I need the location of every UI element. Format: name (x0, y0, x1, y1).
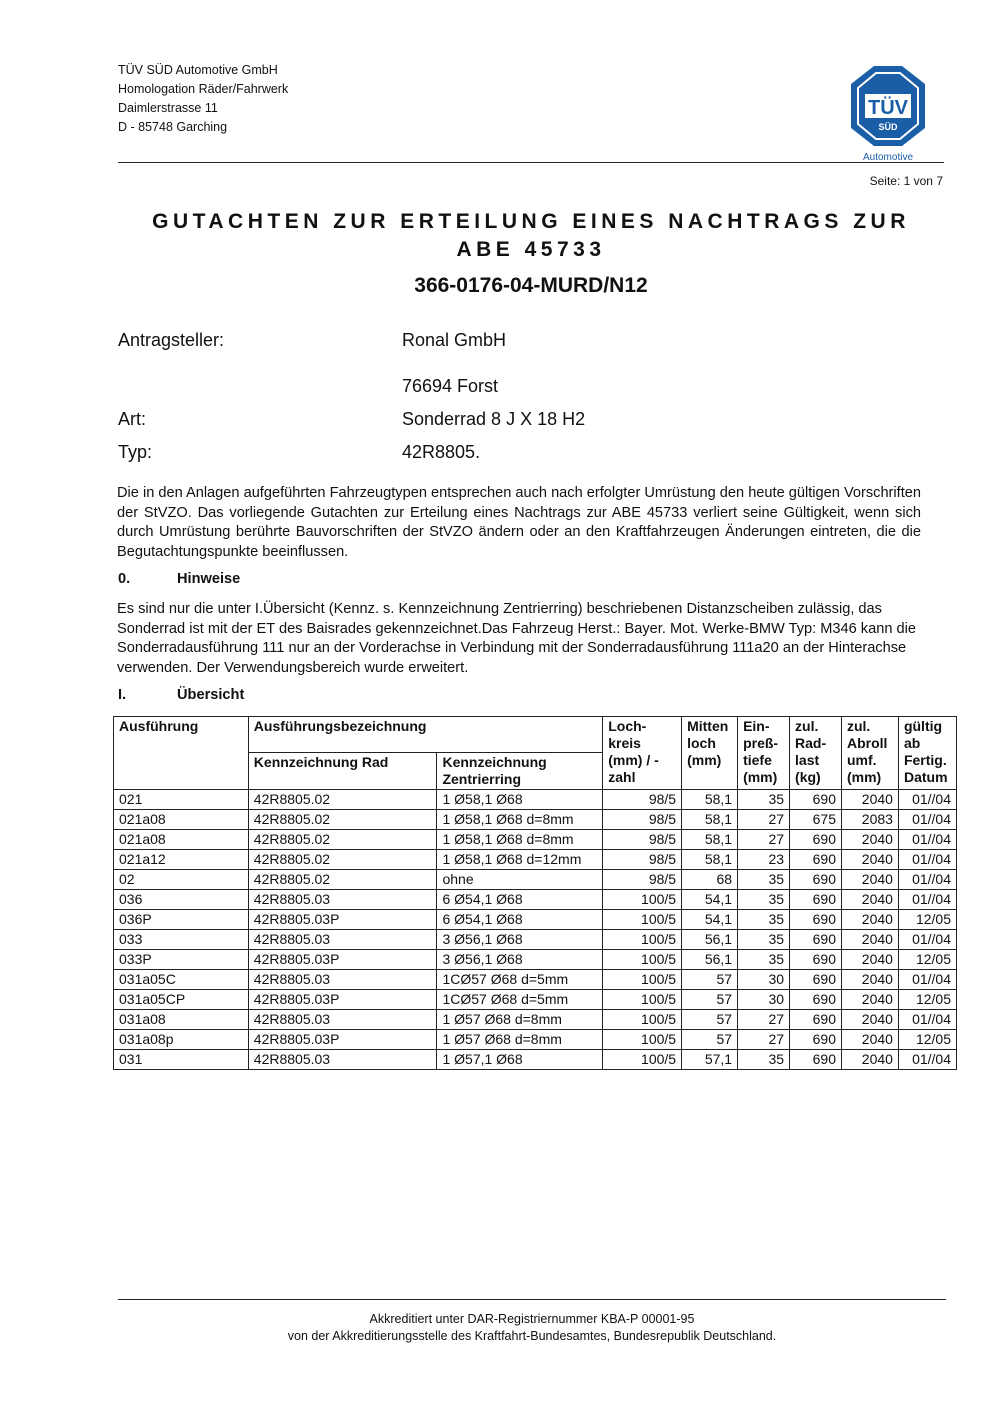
header-gueltig: gültig ab Fertig. Datum (898, 717, 956, 790)
cell-lochkreis: 98/5 (603, 870, 682, 890)
header-radlast: zul. Rad-last (kg) (790, 717, 842, 790)
cell-ausfuehrung: 021a08 (114, 830, 249, 850)
cell-lochkreis: 100/5 (603, 890, 682, 910)
cell-gueltig: 01//04 (898, 1010, 956, 1030)
table-row (114, 870, 957, 890)
cell-gueltig: 01//04 (898, 790, 956, 810)
cell-mittenloch: 56,1 (682, 950, 738, 970)
issuer-address (118, 61, 288, 137)
table-row (114, 810, 957, 830)
cell-abrollumfang: 2040 (841, 930, 898, 950)
cell-kennz-zentrierring: 1 Ø58,1 Ø68 d=8mm (437, 830, 603, 850)
footer (118, 1311, 946, 1345)
cell-einpresstiefe: 27 (738, 1030, 790, 1050)
cell-einpresstiefe: 35 (738, 870, 790, 890)
title-line-2: ABE 45733 (456, 238, 606, 261)
cell-gueltig: 01//04 (898, 890, 956, 910)
cell-kennz-zentrierring: 1 Ø57 Ø68 d=8mm (437, 1030, 603, 1050)
table-row (114, 850, 957, 870)
cell-gueltig: 01//04 (898, 1050, 956, 1070)
header-abrollumfang: zul. Abroll umf. (mm) (841, 717, 898, 790)
cell-kennz-zentrierring: 1 Ø57 Ø68 d=8mm (437, 1010, 603, 1030)
cell-abrollumfang: 2040 (841, 790, 898, 810)
cell-radlast: 690 (790, 830, 842, 850)
cell-abrollumfang: 2040 (841, 990, 898, 1010)
cell-lochkreis: 100/5 (603, 950, 682, 970)
cell-einpresstiefe: 35 (738, 910, 790, 930)
typ-label: Typ: (118, 442, 153, 462)
cell-gueltig: 12/05 (898, 910, 956, 930)
cell-kennz-rad: 42R8805.03P (248, 950, 437, 970)
cell-gueltig: 01//04 (898, 970, 956, 990)
art-value: Sonderrad 8 J X 18 H2 (402, 409, 586, 429)
address-line: D - 85748 Garching (118, 120, 228, 134)
cell-gueltig: 12/05 (898, 990, 956, 1010)
cell-radlast: 690 (790, 950, 842, 970)
cell-ausfuehrung: 021 (114, 790, 249, 810)
section-title: Hinweise (177, 571, 241, 587)
cell-radlast: 690 (790, 910, 842, 930)
cell-kennz-zentrierring: 1CØ57 Ø68 d=5mm (437, 970, 603, 990)
header-einpresstiefe: Ein-preß-tiefe (mm) (738, 717, 790, 790)
cell-mittenloch: 57 (682, 1030, 738, 1050)
table-row (114, 790, 957, 810)
cell-radlast: 690 (790, 870, 842, 890)
cell-abrollumfang: 2040 (841, 950, 898, 970)
cell-abrollumfang: 2040 (841, 970, 898, 990)
cell-kennz-zentrierring: 1CØ57 Ø68 d=5mm (437, 990, 603, 1010)
cell-lochkreis: 98/5 (603, 810, 682, 830)
cell-kennz-rad: 42R8805.02 (248, 830, 437, 850)
cell-abrollumfang: 2040 (841, 1030, 898, 1050)
cell-gueltig: 01//04 (898, 930, 956, 950)
cell-einpresstiefe: 35 (738, 1050, 790, 1070)
cell-ausfuehrung: 02 (114, 870, 249, 890)
cell-einpresstiefe: 27 (738, 1010, 790, 1030)
header-kennz-zentrierring: Kennzeichnung Zentrierring (437, 753, 603, 790)
cell-mittenloch: 57 (682, 970, 738, 990)
table-row (114, 1050, 957, 1070)
cell-mittenloch: 58,1 (682, 790, 738, 810)
cell-ausfuehrung: 033P (114, 950, 249, 970)
applicant-city: 76694 Forst (402, 376, 499, 396)
cell-ausfuehrung: 031a05CP (114, 990, 249, 1010)
cell-kennz-zentrierring: 3 Ø56,1 Ø68 (437, 930, 603, 950)
cell-ausfuehrung: 021a12 (114, 850, 249, 870)
logo-text: TÜV (868, 97, 908, 119)
cell-radlast: 690 (790, 790, 842, 810)
cell-einpresstiefe: 23 (738, 850, 790, 870)
cell-kennz-rad: 42R8805.03 (248, 1050, 437, 1070)
header-divider (118, 162, 944, 163)
cell-mittenloch: 57 (682, 1010, 738, 1030)
footer-line-2: von der Akkreditierungsstelle des Kraftfahrt-Bundesamtes, Bundesrepublik Deutschland. (287, 1329, 777, 1343)
table-row (114, 910, 957, 930)
cell-radlast: 690 (790, 930, 842, 950)
cell-gueltig: 01//04 (898, 830, 956, 850)
cell-mittenloch: 58,1 (682, 830, 738, 850)
cell-kennz-rad: 42R8805.02 (248, 850, 437, 870)
cell-abrollumfang: 2040 (841, 1010, 898, 1030)
cell-kennz-rad: 42R8805.03 (248, 890, 437, 910)
header-mittenloch: Mitten loch (mm) (682, 717, 738, 790)
section-number: 0. (118, 571, 131, 587)
cell-kennz-zentrierring: 1 Ø58,1 Ø68 d=12mm (437, 850, 603, 870)
cell-einpresstiefe: 27 (738, 810, 790, 830)
address-line: TÜV SÜD Automotive GmbH (118, 63, 278, 77)
cell-abrollumfang: 2040 (841, 910, 898, 930)
cell-radlast: 690 (790, 1010, 842, 1030)
cell-radlast: 690 (790, 1050, 842, 1070)
header-lochkreis: Loch-kreis (mm) / -zahl (603, 717, 682, 790)
cell-kennz-rad: 42R8805.02 (248, 810, 437, 830)
cell-einpresstiefe: 35 (738, 950, 790, 970)
typ-value: 42R8805. (402, 442, 481, 462)
logo-subtext: SÜD (878, 122, 898, 132)
cell-ausfuehrung: 031a05C (114, 970, 249, 990)
cell-gueltig: 01//04 (898, 870, 956, 890)
address-line: Homologation Räder/Fahrwerk (118, 82, 289, 96)
cell-abrollumfang: 2040 (841, 1050, 898, 1070)
cell-kennz-rad: 42R8805.03P (248, 990, 437, 1010)
cell-mittenloch: 57,1 (682, 1050, 738, 1070)
header-ausfuehrung: Ausführung (114, 717, 249, 790)
cell-einpresstiefe: 35 (738, 890, 790, 910)
cell-kennz-zentrierring: 1 Ø58,1 Ø68 d=8mm (437, 810, 603, 830)
hinweise-paragraph: Es sind nur die unter I.Übersicht (Kennz. s. Kennzeichnung Zentrierring) beschriebenen Distanzscheiben zulässig, das Sonderrad ist mit der ET des Baisrades gekennzeichnet.Das Fahrzeug Herst.: Bayer. Mot. Werke-BMW Typ: M346 kann die Sonderradausführung 111 nur an der Vorderachse in Verbindung mit der Sonderradausführung 111a20 an der Hinterachse verwenden. Der Verwendungsbereich wurde erweitert. (117, 601, 916, 676)
cell-lochkreis: 100/5 (603, 930, 682, 950)
intro-paragraph: Die in den Anlagen aufgeführten Fahrzeugtypen entsprechen auch nach erfolgter Umrüstung den heute gültigen Vorschriften der StVZO. Das vorliegende Gutachten zur Erteilung eines Nachtrags zur ABE 45733 verliert seine Gültigkeit, wenn sich durch Umrüstung berührte Bauvorschriften der StVZO ändern oder an den Kraftfahrzeugen Änderungen eintreten, die die Begutachtungspunkte beeinflussen. (117, 485, 922, 560)
cell-lochkreis: 100/5 (603, 1050, 682, 1070)
cell-einpresstiefe: 27 (738, 830, 790, 850)
table-row (114, 1030, 957, 1050)
cell-mittenloch: 54,1 (682, 910, 738, 930)
cell-einpresstiefe: 35 (738, 790, 790, 810)
cell-mittenloch: 54,1 (682, 890, 738, 910)
cell-abrollumfang: 2040 (841, 850, 898, 870)
table-row (114, 830, 957, 850)
cell-mittenloch: 57 (682, 990, 738, 1010)
section-heading-uebersicht (118, 687, 244, 703)
cell-radlast: 690 (790, 850, 842, 870)
cell-einpresstiefe: 30 (738, 990, 790, 1010)
table-row (114, 930, 957, 950)
cell-lochkreis: 98/5 (603, 830, 682, 850)
cell-ausfuehrung: 036P (114, 910, 249, 930)
cell-kennz-rad: 42R8805.03 (248, 1010, 437, 1030)
document-title (118, 208, 944, 264)
cell-gueltig: 12/05 (898, 950, 956, 970)
cell-abrollumfang: 2040 (841, 830, 898, 850)
cell-ausfuehrung: 031 (114, 1050, 249, 1070)
cell-ausfuehrung: 031a08 (114, 1010, 249, 1030)
cell-mittenloch: 68 (682, 870, 738, 890)
cell-radlast: 690 (790, 890, 842, 910)
logo-caption: Automotive (862, 152, 914, 163)
cell-lochkreis: 100/5 (603, 970, 682, 990)
cell-abrollumfang: 2083 (841, 810, 898, 830)
header-kennz-rad: Kennzeichnung Rad (248, 753, 437, 790)
title-line-1: GUTACHTEN ZUR ERTEILUNG EINES NACHTRAGS ZUR (152, 210, 910, 233)
footer-divider (118, 1299, 946, 1300)
cell-kennz-zentrierring: ohne (437, 870, 603, 890)
table-body (114, 790, 957, 1070)
section-heading-hinweise (118, 571, 240, 587)
cell-kennz-rad: 42R8805.02 (248, 790, 437, 810)
cell-lochkreis: 98/5 (603, 850, 682, 870)
cell-kennz-rad: 42R8805.03P (248, 1030, 437, 1050)
applicant-value: Ronal GmbH (402, 330, 507, 350)
art-label: Art: (118, 409, 147, 429)
cell-radlast: 690 (790, 970, 842, 990)
address-line: Daimlerstrasse 11 (118, 101, 218, 115)
cell-gueltig: 01//04 (898, 850, 956, 870)
cell-kennz-rad: 42R8805.03 (248, 970, 437, 990)
cell-kennz-rad: 42R8805.02 (248, 870, 437, 890)
cell-mittenloch: 58,1 (682, 850, 738, 870)
footer-line-1: Akkreditiert unter DAR-Registriernummer KBA-P 00001-95 (369, 1312, 695, 1326)
cell-mittenloch: 56,1 (682, 930, 738, 950)
cell-kennz-zentrierring: 3 Ø56,1 Ø68 (437, 950, 603, 970)
cell-gueltig: 01//04 (898, 810, 956, 830)
overview-table (113, 716, 957, 1070)
table-row (114, 890, 957, 910)
table-row (114, 1010, 957, 1030)
cell-lochkreis: 98/5 (603, 790, 682, 810)
cell-kennz-zentrierring: 6 Ø54,1 Ø68 (437, 890, 603, 910)
cell-lochkreis: 100/5 (603, 910, 682, 930)
cell-ausfuehrung: 021a08 (114, 810, 249, 830)
tuv-octagon-icon (848, 64, 928, 164)
cell-kennz-zentrierring: 1 Ø57,1 Ø68 (437, 1050, 603, 1070)
cell-kennz-zentrierring: 6 Ø54,1 Ø68 (437, 910, 603, 930)
cell-lochkreis: 100/5 (603, 1030, 682, 1050)
tuv-sud-logo (848, 64, 928, 164)
cell-ausfuehrung: 031a08p (114, 1030, 249, 1050)
section-title: Übersicht (177, 687, 245, 703)
cell-radlast: 690 (790, 1030, 842, 1050)
cell-einpresstiefe: 35 (738, 930, 790, 950)
cell-kennz-zentrierring: 1 Ø58,1 Ø68 (437, 790, 603, 810)
cell-ausfuehrung: 033 (114, 930, 249, 950)
cell-lochkreis: 100/5 (603, 990, 682, 1010)
applicant-label: Antragsteller: (118, 330, 225, 350)
cell-abrollumfang: 2040 (841, 870, 898, 890)
cell-gueltig: 12/05 (898, 1030, 956, 1050)
cell-lochkreis: 100/5 (603, 1010, 682, 1030)
cell-ausfuehrung: 036 (114, 890, 249, 910)
section-number: I. (118, 687, 127, 703)
page-number: Seite: 1 von 7 (869, 174, 943, 188)
table-row (114, 970, 957, 990)
document-number: 366-0176-04-MURD/N12 (414, 274, 648, 297)
cell-abrollumfang: 2040 (841, 890, 898, 910)
cell-kennz-rad: 42R8805.03 (248, 930, 437, 950)
cell-kennz-rad: 42R8805.03P (248, 910, 437, 930)
cell-radlast: 675 (790, 810, 842, 830)
cell-einpresstiefe: 30 (738, 970, 790, 990)
table-row (114, 990, 957, 1010)
header-bezeichnung: Ausführungsbezeichnung (248, 717, 602, 753)
cell-radlast: 690 (790, 990, 842, 1010)
table-row (114, 950, 957, 970)
cell-mittenloch: 58,1 (682, 810, 738, 830)
